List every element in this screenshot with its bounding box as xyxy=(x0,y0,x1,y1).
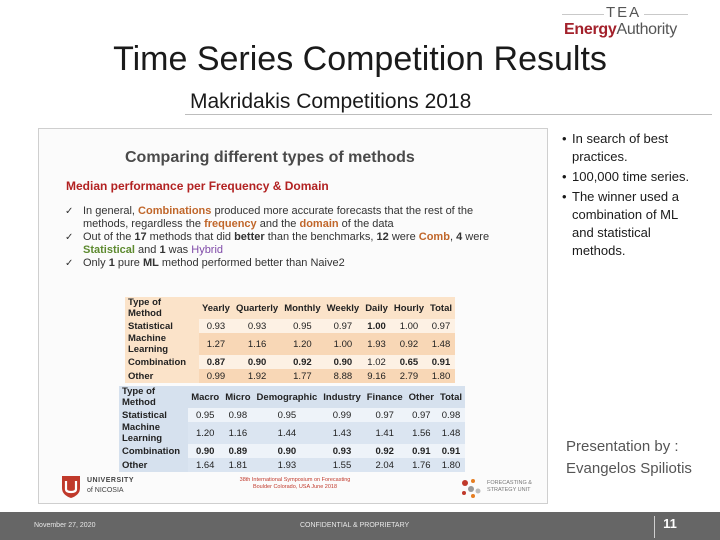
page-subtitle: Makridakis Competitions 2018 xyxy=(190,90,472,113)
table-cell: 0.93 xyxy=(199,319,233,333)
presenter-credit xyxy=(566,436,692,480)
table-cell: 1.80 xyxy=(437,458,465,472)
table-cell: 0.65 xyxy=(391,355,427,369)
table-cell: 2.79 xyxy=(391,369,427,383)
logo-rule-right xyxy=(644,14,688,15)
table-header-cell: Daily xyxy=(362,297,391,319)
table-header-cell: Total xyxy=(427,297,455,319)
table-cell: 1.64 xyxy=(188,458,222,472)
table-cell: 0.97 xyxy=(406,408,437,422)
table-cell: 0.97 xyxy=(427,319,455,333)
table-header-cell: Other xyxy=(406,386,437,408)
bullet-item: • 100,000 time series. xyxy=(562,168,692,186)
table-row xyxy=(125,333,455,355)
slide-heading: Comparing different types of methods xyxy=(125,149,415,166)
university-shield-icon xyxy=(61,475,81,499)
slide-check-list xyxy=(61,205,491,270)
fsu-line1: FORECASTING & xyxy=(487,480,532,486)
table-cell: 0.99 xyxy=(320,408,363,422)
fsu-line2: STRATEGY UNIT xyxy=(487,487,531,493)
table-cell: 1.16 xyxy=(233,333,281,355)
table-cell: 1.20 xyxy=(281,333,323,355)
table-cell: 0.93 xyxy=(320,444,363,458)
row-label: Statistical xyxy=(125,319,199,333)
footer-confidential: CONFIDENTIAL & PROPRIETARY xyxy=(300,522,410,529)
table-cell: 0.90 xyxy=(233,355,281,369)
logo-rule-left xyxy=(562,14,604,15)
embedded-slide-image xyxy=(38,128,548,504)
row-label: Combination xyxy=(125,355,199,369)
frequency-table xyxy=(125,297,455,383)
presenter-name: Evangelos Spiliotis xyxy=(566,460,692,477)
footer-bar xyxy=(0,512,720,540)
table-cell: 1.80 xyxy=(427,369,455,383)
university-logo-line1: UNIVERSITY xyxy=(87,477,135,484)
page-number: 11 xyxy=(663,516,677,531)
table-header-cell: Type of Method xyxy=(125,297,199,319)
table-cell: 2.04 xyxy=(364,458,406,472)
table-cell: 1.16 xyxy=(222,422,253,444)
page-title: Time Series Competition Results xyxy=(113,40,607,78)
table-cell: 0.92 xyxy=(364,444,406,458)
table-cell: 0.99 xyxy=(199,369,233,383)
table-cell: 0.91 xyxy=(406,444,437,458)
table-cell: 0.97 xyxy=(364,408,406,422)
check-item: ✓ Out of the 17 methods that did better than the benchmarks, 12 were Comb, 4 were Statistical and 1 was Hybrid xyxy=(61,231,491,257)
table-cell: 0.91 xyxy=(427,355,455,369)
logo-energy: Energy xyxy=(564,21,617,38)
table-cell: 1.00 xyxy=(391,319,427,333)
table-cell: 0.97 xyxy=(324,319,363,333)
table-cell: 1.92 xyxy=(233,369,281,383)
symposium-line1: 38th International Symposium on Forecasting xyxy=(239,477,351,483)
table-cell: 0.98 xyxy=(222,408,253,422)
presenter-label: Presentation by : xyxy=(566,438,679,455)
table-row xyxy=(125,319,455,333)
table-cell: 1.56 xyxy=(406,422,437,444)
table-cell: 9.16 xyxy=(362,369,391,383)
domain-table xyxy=(119,386,465,472)
table-header-cell: Industry xyxy=(320,386,363,408)
table-cell: 1.43 xyxy=(320,422,363,444)
logo-wordmark xyxy=(564,21,677,39)
slide-subheading: Median performance per Frequency & Domain xyxy=(66,179,329,193)
table-cell: 1.48 xyxy=(437,422,465,444)
table-header-cell: Finance xyxy=(364,386,406,408)
table-cell: 1.00 xyxy=(362,319,391,333)
table-header-cell: Type of Method xyxy=(119,386,188,408)
row-label: Machine Learning xyxy=(125,333,199,355)
table-cell: 8.88 xyxy=(324,369,363,383)
table-header-row xyxy=(119,386,465,408)
table-cell: 0.91 xyxy=(437,444,465,458)
table-header-cell: Micro xyxy=(222,386,253,408)
title-divider xyxy=(185,114,712,115)
energy-authority-logo xyxy=(562,4,688,44)
table-header-cell: Monthly xyxy=(281,297,323,319)
table-header-cell: Macro xyxy=(188,386,222,408)
table-cell: 0.95 xyxy=(281,319,323,333)
row-label: Machine Learning xyxy=(119,422,188,444)
table-cell: 1.48 xyxy=(427,333,455,355)
table-cell: 1.77 xyxy=(281,369,323,383)
fsu-label xyxy=(487,480,532,494)
table-cell: 0.93 xyxy=(233,319,281,333)
table-row xyxy=(125,355,455,369)
table-cell: 1.44 xyxy=(254,422,321,444)
fsu-logo xyxy=(459,475,543,501)
table-header-cell: Hourly xyxy=(391,297,427,319)
table-header-cell: Yearly xyxy=(199,297,233,319)
table-cell: 1.93 xyxy=(254,458,321,472)
table-cell: 1.20 xyxy=(188,422,222,444)
table-cell: 1.93 xyxy=(362,333,391,355)
table-row xyxy=(119,458,465,472)
table-row xyxy=(119,444,465,458)
row-label: Statistical xyxy=(119,408,188,422)
fsu-dots-icon xyxy=(459,477,483,499)
table-row xyxy=(125,369,455,383)
footer-date: November 27, 2020 xyxy=(34,522,96,529)
table-cell: 0.98 xyxy=(437,408,465,422)
table-cell: 0.95 xyxy=(254,408,321,422)
check-item: ✓ Only 1 pure ML method performed better than Naive2 xyxy=(61,257,491,270)
table-cell: 1.76 xyxy=(406,458,437,472)
table-cell: 0.89 xyxy=(222,444,253,458)
check-item: ✓ In general, Combinations produced more accurate forecasts that the rest of the methods, regardless the frequency and the domain of the data xyxy=(61,205,491,231)
table-row xyxy=(119,408,465,422)
table-header-cell: Demographic xyxy=(254,386,321,408)
symposium-line2: Boulder Colorado, USA June 2018 xyxy=(252,484,338,490)
table-cell: 1.55 xyxy=(320,458,363,472)
symposium-caption xyxy=(235,477,355,491)
table-header-cell: Weekly xyxy=(324,297,363,319)
table-cell: 0.90 xyxy=(188,444,222,458)
table-cell: 1.41 xyxy=(364,422,406,444)
table-header-cell: Total xyxy=(437,386,465,408)
bullet-item: • The winner used a combination of ML and statistical methods. xyxy=(562,188,692,260)
table-cell: 1.00 xyxy=(324,333,363,355)
bullet-list xyxy=(562,130,692,262)
university-logo xyxy=(61,475,171,501)
table-cell: 1.81 xyxy=(222,458,253,472)
table-cell: 1.02 xyxy=(362,355,391,369)
table-cell: 0.95 xyxy=(188,408,222,422)
table-row xyxy=(119,422,465,444)
table-cell: 0.90 xyxy=(254,444,321,458)
row-label: Other xyxy=(125,369,199,383)
table-header-row xyxy=(125,297,455,319)
table-cell: 0.87 xyxy=(199,355,233,369)
table-cell: 0.92 xyxy=(281,355,323,369)
table-cell: 0.90 xyxy=(324,355,363,369)
table-header-cell: Quarterly xyxy=(233,297,281,319)
bullet-item: • In search of best practices. xyxy=(562,130,692,166)
logo-tea: TEA xyxy=(606,4,642,21)
logo-authority: Authority xyxy=(616,21,677,38)
table-cell: 1.27 xyxy=(199,333,233,355)
row-label: Other xyxy=(119,458,188,472)
row-label: Combination xyxy=(119,444,188,458)
university-logo-line2: of NICOSIA xyxy=(87,487,124,494)
table-cell: 0.92 xyxy=(391,333,427,355)
